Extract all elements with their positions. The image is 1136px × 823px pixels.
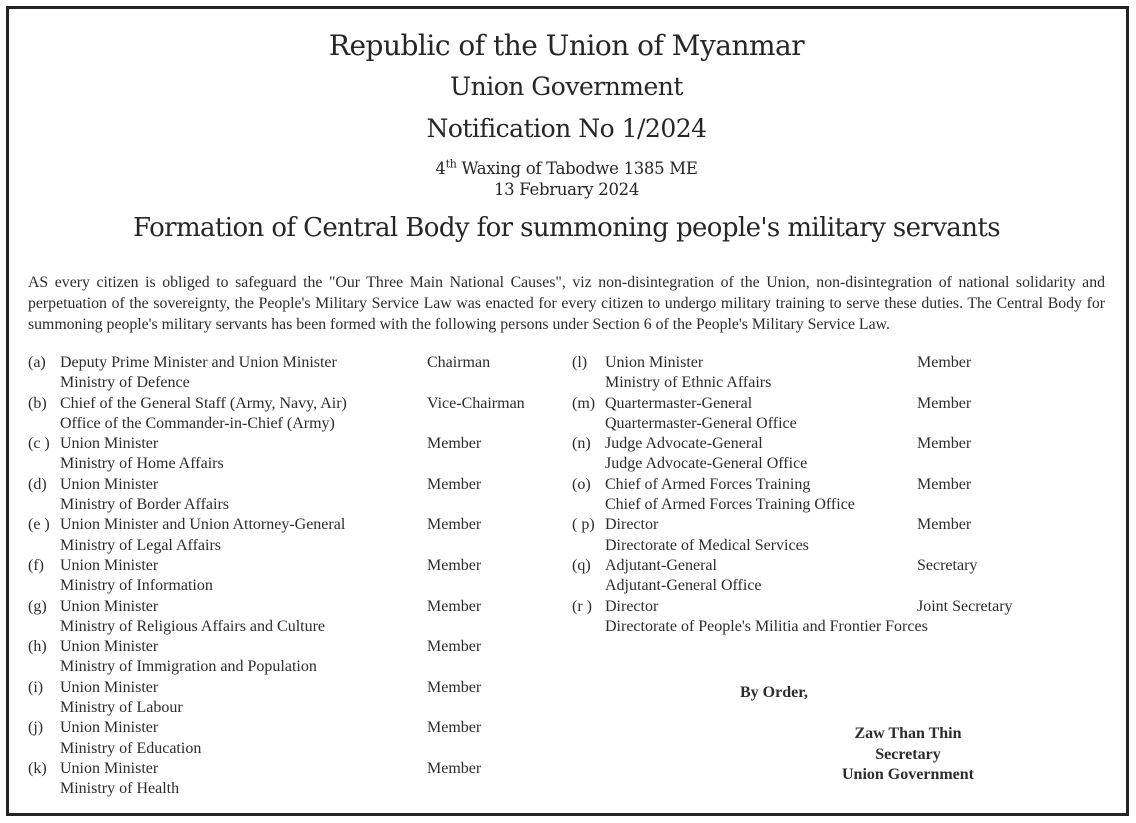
member-position: Union Minister <box>60 597 159 615</box>
member-role: Member <box>917 435 972 453</box>
member-role: Member <box>427 678 482 696</box>
date-myanmar <box>28 158 1105 179</box>
signatory-title: Secretary <box>875 745 941 763</box>
member-office: Chief of Armed Forces Training Office <box>605 496 855 514</box>
member-office: Ministry of Information <box>60 577 213 595</box>
member-label: (l) <box>572 354 588 371</box>
government-title: Union Government <box>450 72 683 101</box>
member-position: Deputy Prime Minister and Union Minister <box>60 354 337 371</box>
date-day: 4 <box>435 159 446 178</box>
member-item-r <box>572 597 1105 638</box>
member-item-g <box>28 597 540 638</box>
member-role: Member <box>427 475 482 493</box>
date-block <box>28 158 1105 200</box>
country-title: Republic of the Union of Myanmar <box>328 29 805 62</box>
member-office: Office of the Commander-in-Chief (Army) <box>60 414 335 432</box>
member-label: (h) <box>28 638 47 656</box>
member-item-j <box>28 718 540 759</box>
member-office: Ministry of Border Affairs <box>60 496 230 514</box>
member-role: Member <box>427 638 482 656</box>
page-border-frame <box>6 6 1129 816</box>
member-item-o <box>572 475 1105 516</box>
signatory-org: Union Government <box>842 765 974 783</box>
member-role: Member <box>917 516 972 534</box>
date-rest: Waxing of Tabodwe 1385 ME <box>456 159 698 178</box>
member-role: Member <box>427 719 482 737</box>
member-label: (f) <box>28 556 44 574</box>
member-role: Member <box>427 759 482 777</box>
date-gregorian: 13 February 2024 <box>493 180 640 199</box>
closing-block <box>572 683 1105 785</box>
member-office: Quartermaster-General Office <box>605 414 797 432</box>
member-item-p <box>572 515 1105 556</box>
member-office: Judge Advocate-General Office <box>605 455 808 473</box>
member-position: Union Minister <box>60 678 159 696</box>
member-label: (d) <box>28 475 47 493</box>
by-order-text: By Order, <box>740 684 808 702</box>
member-label: (q) <box>572 556 591 574</box>
member-role: Member <box>427 597 482 615</box>
member-role: Member <box>427 556 482 574</box>
member-label: (g) <box>28 597 47 615</box>
member-label: (e ) <box>28 516 50 534</box>
member-role: Vice-Chairman <box>427 394 525 412</box>
member-label: ( p) <box>572 516 595 534</box>
member-label: (r ) <box>572 597 592 615</box>
notification-number: Notification No 1/2024 <box>426 114 707 143</box>
member-office: Adjutant-General Office <box>605 577 762 595</box>
member-item-k <box>28 759 540 800</box>
members-column-right <box>572 353 1105 800</box>
member-position: Union Minister <box>60 759 159 777</box>
members-column-left <box>28 353 540 800</box>
member-position: Judge Advocate-General <box>605 435 763 453</box>
member-item-d <box>28 475 540 516</box>
member-position: Quartermaster-General <box>605 394 753 412</box>
member-position: Chief of the General Staff (Army, Navy, Air) <box>60 394 347 412</box>
member-role: Member <box>427 435 482 453</box>
member-office: Directorate of Medical Services <box>605 536 809 554</box>
member-item-n <box>572 434 1105 475</box>
member-position: Adjutant-General <box>605 556 717 574</box>
member-role: Member <box>917 394 972 412</box>
member-label: (a) <box>28 354 46 371</box>
member-role: Member <box>917 475 972 493</box>
member-item-f <box>28 556 540 597</box>
member-office: Ministry of Health <box>60 780 180 798</box>
member-position: Director <box>605 516 659 534</box>
member-position: Director <box>605 597 659 615</box>
member-position: Union Minister and Union Attorney-General <box>60 516 346 534</box>
member-role: Member <box>427 516 482 534</box>
intro-paragraph: AS every citizen is obliged to safeguard the "Our Three Main National Causes", viz non-disintegration of the Union, non-disintegration of national solidarity and perpetuation of the sovereignty, the People's Military Service Law was enacted for every citizen to undergo military training to serve these duties. The Central Body for summoning people's military servants has been formed with the following persons under Section 6 of the People's Military Service Law. <box>28 274 1105 333</box>
member-label: (b) <box>28 394 47 412</box>
member-label: (m) <box>572 394 596 412</box>
member-label: (n) <box>572 435 591 453</box>
members-list <box>28 353 1105 800</box>
date-ordinal: th <box>445 157 457 171</box>
member-office: Ministry of Home Affairs <box>60 455 224 473</box>
member-label: (j) <box>28 719 44 737</box>
member-role: Secretary <box>917 556 978 574</box>
signatory-name: Zaw Than Thin <box>854 725 962 743</box>
member-office: Ministry of Immigration and Population <box>60 658 317 676</box>
member-office: Ministry of Religious Affairs and Culture <box>60 617 326 635</box>
member-label: (c ) <box>28 435 50 453</box>
member-role: Chairman <box>427 354 491 371</box>
member-position: Union Minister <box>605 354 704 371</box>
member-item-q <box>572 556 1105 597</box>
member-position: Union Minister <box>60 435 159 453</box>
member-item-b <box>28 394 540 435</box>
member-item-h <box>28 637 540 678</box>
member-position: Union Minister <box>60 638 159 656</box>
member-office: Ministry of Ethnic Affairs <box>605 374 772 392</box>
member-label: (k) <box>28 759 47 777</box>
member-office: Ministry of Education <box>60 739 202 757</box>
member-position: Union Minister <box>60 719 159 737</box>
member-label: (o) <box>572 475 591 493</box>
member-item-i <box>28 678 540 719</box>
member-item-l <box>572 353 1105 394</box>
member-role: Joint Secretary <box>917 597 1013 615</box>
member-item-m <box>572 394 1105 435</box>
signature-block <box>778 724 1038 785</box>
member-office: Ministry of Defence <box>60 374 190 392</box>
member-label: (i) <box>28 678 44 696</box>
member-item-c <box>28 434 540 475</box>
member-item-e <box>28 515 540 556</box>
member-position: Chief of Armed Forces Training <box>605 475 811 493</box>
member-position: Union Minister <box>60 475 159 493</box>
member-role: Member <box>917 354 972 371</box>
member-position: Union Minister <box>60 556 159 574</box>
member-office: Ministry of Legal Affairs <box>60 536 222 554</box>
member-office: Directorate of People's Militia and Frontier Forces <box>605 617 928 635</box>
member-office: Ministry of Labour <box>60 699 183 717</box>
document-title: Formation of Central Body for summoning people's military servants <box>133 213 1000 243</box>
member-item-a <box>28 353 540 394</box>
